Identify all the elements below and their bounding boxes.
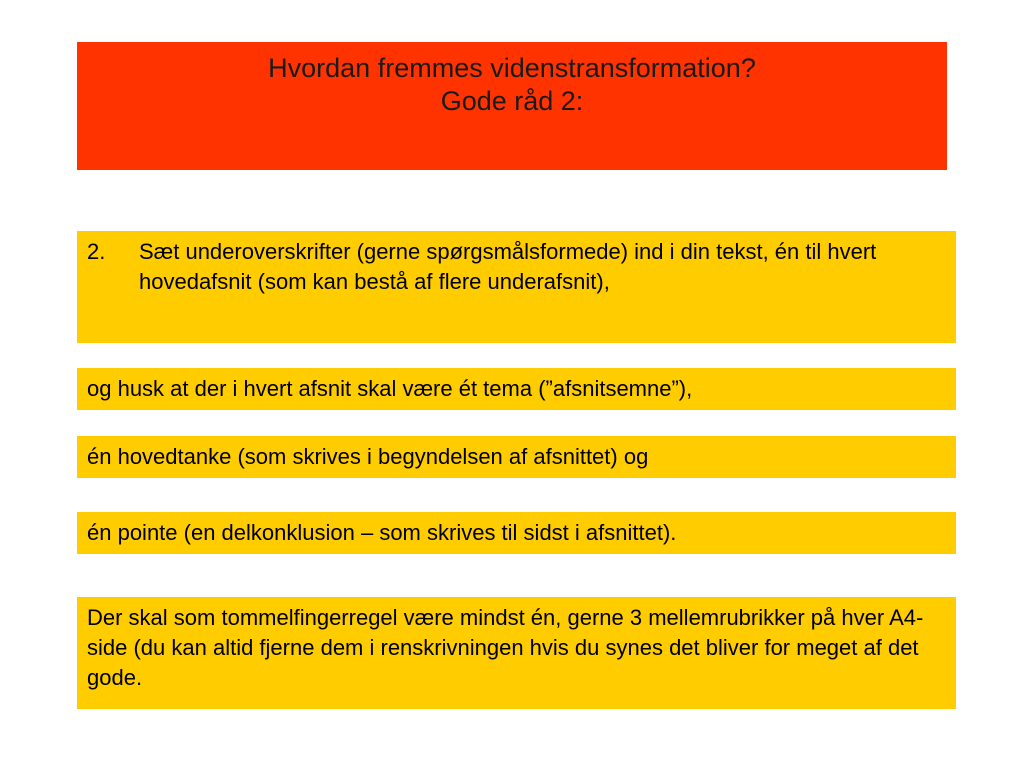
hovedtanke-box [77, 436, 956, 478]
item-number: 2. [87, 239, 106, 264]
tema-box [77, 368, 956, 410]
slide-title-box [77, 42, 947, 170]
pointe-text: én pointe (en delkonklusion – som skrives til sidst i afsnittet). [87, 520, 677, 545]
hovedtanke-text: én hovedtanke (som skrives i begyndelsen af afsnittet) og [87, 444, 649, 469]
item-text: Sæt underoverskrifter (gerne spørgsmålsformede) ind i din tekst, én til hvert hovedafsnit (som kan bestå af flere underafsnit), [139, 239, 877, 294]
numbered-item [87, 237, 946, 297]
tommelfingerregel-text: Der skal som tommelfingerregel være mindst én, gerne 3 mellemrubrikker på hver A4-side (du kan altid fjerne dem i renskrivningen hvis du synes det bliver for meget af det gode. [87, 605, 924, 690]
slide-title-line-1: Hvordan fremmes videnstransformation? [268, 53, 756, 83]
slide-title-line-2: Gode råd 2: [440, 86, 584, 116]
tema-text: og husk at der i hvert afsnit skal være ét tema (”afsnitsemne”), [87, 376, 693, 401]
numbered-advice-box [77, 231, 956, 343]
tommelfingerregel-box [77, 597, 956, 709]
pointe-box [77, 512, 956, 554]
